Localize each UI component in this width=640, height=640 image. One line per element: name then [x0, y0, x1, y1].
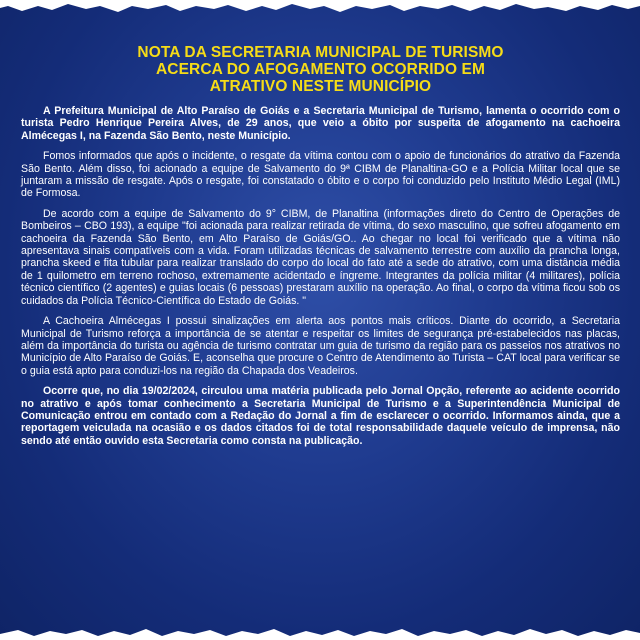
paragraph-press-clarification: Ocorre que, no dia 19/02/2024, circulou uma matéria publicada pelo Jornal Opção, referente ao acidente ocorrido no atrativo e após tomar conhecimento a Secretaria Municipal de Turismo e a Superintendência Municipal de Comunicação entrou em contado com a Redação do Jornal a fim de esclarecer o ocorrido. Informamos ainda, que a reportagem veiculada na ocasião e os dados citados foi de total responsabilidade daquele veículo de imprensa, não sendo até então ouvido esta Secretaria como consta na publicação. — [21, 385, 620, 447]
torn-paper-top-edge — [0, 0, 640, 14]
torn-paper-bottom-edge — [0, 626, 640, 640]
paragraph-fire-department-report: De acordo com a equipe de Salvamento do 9° CIBM, de Planaltina (informações direto do Centro de Operações de Bombeiros – CBO 193), a equipe "foi acionada para realizar retirada de vítima, do sexo masculino, que sofreu afogamento em cachoeira da Fazenda São Bento, em Alto Paraíso de Goiás/GO.. Ao chegar no local foi verificado que a vítima não apresentava sinais compatíveis com a vida. Foram utilizadas técnicas de salvamento terrestre com auxílio da prancha longa, prancha skeed e fita tubular para realizar translado do corpo do local do fato até a sede do atrativo, com uma distância média de 1 quilometro em terreno rochoso, extremamente acidentado e íngreme. Integrantes da polícia militar (4 militares), polícia técnico científico (2 agentes) e guias locais (6 pessoas) prestaram auxílio na operação. Ao final, o corpo da vítima ficou sob os cuidados da Polícia Técnico-Científica do Estado de Goiás. " — [21, 207, 620, 307]
paragraph-safety-advice: A Cachoeira Almécegas I possui sinalizações em alerta aos pontos mais críticos. Diante do ocorrido, a Secretaria Municipal de Turismo reforça a importância de se atentar e respeitar os limites de segurança pré-estabelecidos nas placas, além da importância do turista ou agência de turismo contratar um guia de turismo da região para os passeios nos atrativos no Município de Alto Paraíso de Goiás. E, aconselha que procure o Centro de Atendimento ao Turista – CAT local para verificar se o guia está apto para conduzi-los na região da Chapada dos Veadeiros. — [21, 315, 620, 377]
paragraph-condolence: A Prefeitura Municipal de Alto Paraíso de Goiás e a Secretaria Municipal de Turismo, lamenta o ocorrido com o turista Pedro Henrique Pereira Alves, de 29 anos, que veio a óbito por suspeita de afogamento na cachoeira Almécegas I, na Fazenda São Bento, neste Município. — [21, 105, 620, 142]
title-line-3: ATRATIVO NESTE MUNICÍPIO — [209, 78, 432, 95]
note-title — [21, 44, 620, 95]
official-note — [21, 44, 620, 626]
title-line-2: ACERCA DO AFOGAMENTO OCORRIDO EM — [156, 61, 485, 78]
title-line-1: NOTA DA SECRETARIA MUNICIPAL DE TURISMO — [137, 44, 504, 61]
paragraph-rescue-info: Fomos informados que após o incidente, o resgate da vítima contou com o apoio de funcionários do atrativo da Fazenda São Bento. Além disso, foi acionado a equipe de Salvamento do 9ª CIBM de Planaltina-GO e a Polícia Militar local que se juntaram a missão de resgate. Após o resgate, foi constatado o óbito e o corpo foi conduzido pelo Instituto Médio Legal (IML) de Formosa. — [21, 150, 620, 200]
